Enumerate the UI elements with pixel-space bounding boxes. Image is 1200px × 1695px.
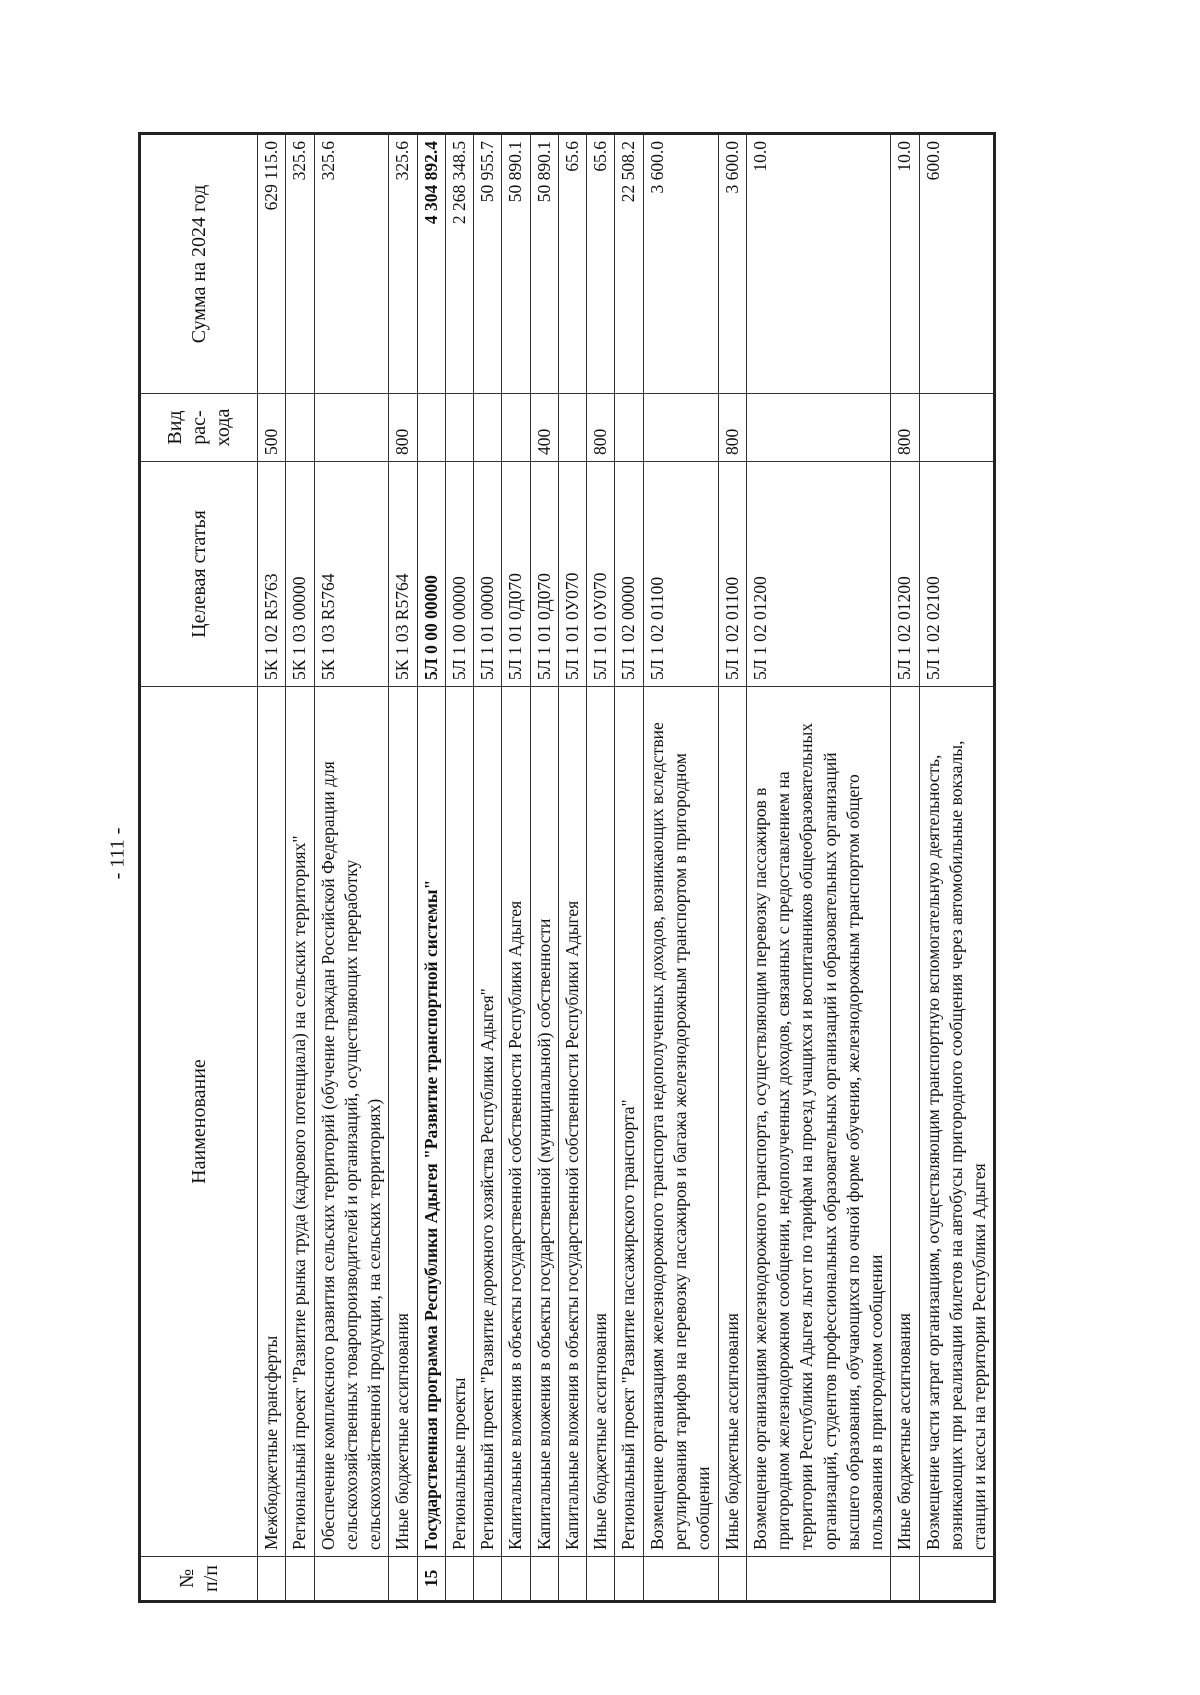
table-row	[587, 134, 615, 1602]
cell-kind: 400	[530, 394, 558, 462]
table-row	[474, 134, 502, 1602]
cell-kind: 800	[718, 394, 746, 462]
cell-target: 5К 1 03 R5764	[314, 462, 389, 687]
cell-sum: 2 268 348.5	[445, 134, 473, 394]
cell-num	[445, 1557, 473, 1602]
cell-kind: 500	[258, 394, 286, 462]
cell-kind: 800	[587, 394, 615, 462]
cell-kind	[615, 394, 643, 462]
table-row	[558, 134, 586, 1602]
cell-target: 5К 1 02 R5763	[258, 462, 286, 687]
table-row	[389, 134, 417, 1602]
cell-target: 5Л 1 02 01100	[643, 462, 718, 687]
cell-num	[314, 1557, 389, 1602]
cell-target: 5Л 1 02 01200	[891, 462, 919, 687]
cell-sum: 325.6	[286, 134, 314, 394]
cell-sum: 325.6	[314, 134, 389, 394]
cell-sum: 629 115.0	[258, 134, 286, 394]
cell-num	[891, 1557, 919, 1602]
table-row	[258, 134, 286, 1602]
cell-target: 5Л 1 01 0Д070	[530, 462, 558, 687]
cell-name: Возмещение организациям железнодорожного транспорта, осуществляющим перевозку пассажиров в пригородном железнодорожном сообщении, недополученных доходов, связанных с предоставлением на территории Республики Адыгея льгот по тарифам на проезд учащихся и воспитанников общеобразовательных организаций, студентов профессиональных образовательных организаций и образовательных организаций высшего образования, обучающихся по очной форме обучения, железнодорожным транспортом общего пользования в пригородном сообщении	[746, 687, 891, 1557]
header-kind: Вид рас- хода	[140, 394, 258, 462]
header-target: Целевая статья	[140, 462, 258, 687]
cell-num	[389, 1557, 417, 1602]
cell-target: 5Л 0 00 00000	[417, 462, 445, 687]
cell-num	[615, 1557, 643, 1602]
cell-sum: 4 304 892.4	[417, 134, 445, 394]
cell-sum: 600.0	[919, 134, 995, 394]
cell-name: Межбюджетные трансферты	[258, 687, 286, 1557]
cell-kind	[643, 394, 718, 462]
cell-sum: 65.6	[587, 134, 615, 394]
table-row	[746, 134, 891, 1602]
cell-num	[919, 1557, 995, 1602]
cell-num	[643, 1557, 718, 1602]
cell-num	[502, 1557, 530, 1602]
cell-num	[286, 1557, 314, 1602]
header-name: Наименование	[140, 687, 258, 1557]
page-number: - 111 -	[106, 827, 129, 880]
table-row	[718, 134, 746, 1602]
cell-name: Региональный проект "Развитие рынка труда (кадрового потенциала) на сельских территориях"	[286, 687, 314, 1557]
cell-name: Капитальные вложения в объекты государственной (муниципальной) собственности	[530, 687, 558, 1557]
cell-name: Региональный проект "Развитие пассажирского транспорта"	[615, 687, 643, 1557]
table-row	[919, 134, 995, 1602]
cell-target: 5К 1 03 00000	[286, 462, 314, 687]
header-num: № п/п	[140, 1557, 258, 1602]
budget-table-container	[138, 135, 990, 1603]
cell-sum: 50 890.1	[530, 134, 558, 394]
cell-sum: 50 890.1	[502, 134, 530, 394]
cell-name: Обеспечение комплексного развития сельских территорий (обучение граждан Российской Федерации для сельскохозяйственных товаропроизводителей и организаций, осуществляющих переработку сельскохозяйственной продукции, на сельских территориях)	[314, 687, 389, 1557]
cell-kind	[558, 394, 586, 462]
cell-target: 5Л 1 02 02100	[919, 462, 995, 687]
cell-kind	[746, 394, 891, 462]
cell-name: Возмещение части затрат организациям, осуществляющим транспортную вспомогательную деятельность, возникающих при реализации билетов на автобусы пригородного сообщения через автомобильные вокзалы, станции и кассы на территории Республики Адыгея	[919, 687, 995, 1557]
table-row	[891, 134, 919, 1602]
cell-num: 15	[417, 1557, 445, 1602]
cell-sum: 65.6	[558, 134, 586, 394]
cell-num	[746, 1557, 891, 1602]
table-row	[417, 134, 445, 1602]
cell-kind	[919, 394, 995, 462]
cell-sum: 50 955.7	[474, 134, 502, 394]
table-row	[314, 134, 389, 1602]
cell-num	[587, 1557, 615, 1602]
cell-sum: 10.0	[746, 134, 891, 394]
table-header-row	[140, 134, 258, 1602]
cell-kind	[286, 394, 314, 462]
table-row	[615, 134, 643, 1602]
cell-kind	[445, 394, 473, 462]
cell-sum: 22 508.2	[615, 134, 643, 394]
cell-target: 5Л 1 01 0Д070	[502, 462, 530, 687]
cell-target: 5К 1 03 R5764	[389, 462, 417, 687]
cell-name: Иные бюджетные ассигнования	[389, 687, 417, 1557]
cell-sum: 10.0	[891, 134, 919, 394]
cell-num	[530, 1557, 558, 1602]
cell-name: Капитальные вложения в объекты государственной собственности Республики Адыгея	[502, 687, 530, 1557]
cell-kind	[474, 394, 502, 462]
table-row	[502, 134, 530, 1602]
cell-target: 5Л 1 01 00000	[474, 462, 502, 687]
cell-name: Государственная программа Республики Адыгея "Развитие транспортной системы"	[417, 687, 445, 1557]
cell-target: 5Л 1 02 01200	[746, 462, 891, 687]
header-sum: Сумма на 2024 год	[140, 134, 258, 394]
cell-name: Иные бюджетные ассигнования	[587, 687, 615, 1557]
cell-target: 5Л 1 02 01100	[718, 462, 746, 687]
table-row	[530, 134, 558, 1602]
table-body	[258, 134, 995, 1602]
cell-kind	[417, 394, 445, 462]
cell-target: 5Л 1 01 0У070	[587, 462, 615, 687]
cell-name: Капитальные вложения в объекты государственной собственности Республики Адыгея	[558, 687, 586, 1557]
cell-num	[718, 1557, 746, 1602]
cell-kind: 800	[891, 394, 919, 462]
cell-name: Иные бюджетные ассигнования	[718, 687, 746, 1557]
budget-table	[138, 132, 996, 1603]
cell-kind: 800	[389, 394, 417, 462]
cell-num	[474, 1557, 502, 1602]
cell-target: 5Л 1 02 00000	[615, 462, 643, 687]
cell-sum: 3 600.0	[643, 134, 718, 394]
table-row	[445, 134, 473, 1602]
cell-name: Иные бюджетные ассигнования	[891, 687, 919, 1557]
cell-name: Возмещение организациям железнодорожного транспорта недополученных доходов, возникающих вследствие регулирования тарифов на перевозку пассажиров и багажа железнодорожным транспортом в пригородном сообщении	[643, 687, 718, 1557]
cell-kind	[502, 394, 530, 462]
cell-sum: 325.6	[389, 134, 417, 394]
cell-target: 5Л 1 00 00000	[445, 462, 473, 687]
cell-target: 5Л 1 01 0У070	[558, 462, 586, 687]
cell-num	[558, 1557, 586, 1602]
cell-name: Региональные проекты	[445, 687, 473, 1557]
table-row	[643, 134, 718, 1602]
cell-kind	[314, 394, 389, 462]
cell-sum: 3 600.0	[718, 134, 746, 394]
table-row	[286, 134, 314, 1602]
cell-num	[258, 1557, 286, 1602]
cell-name: Региональный проект "Развитие дорожного хозяйства Республики Адыгея"	[474, 687, 502, 1557]
